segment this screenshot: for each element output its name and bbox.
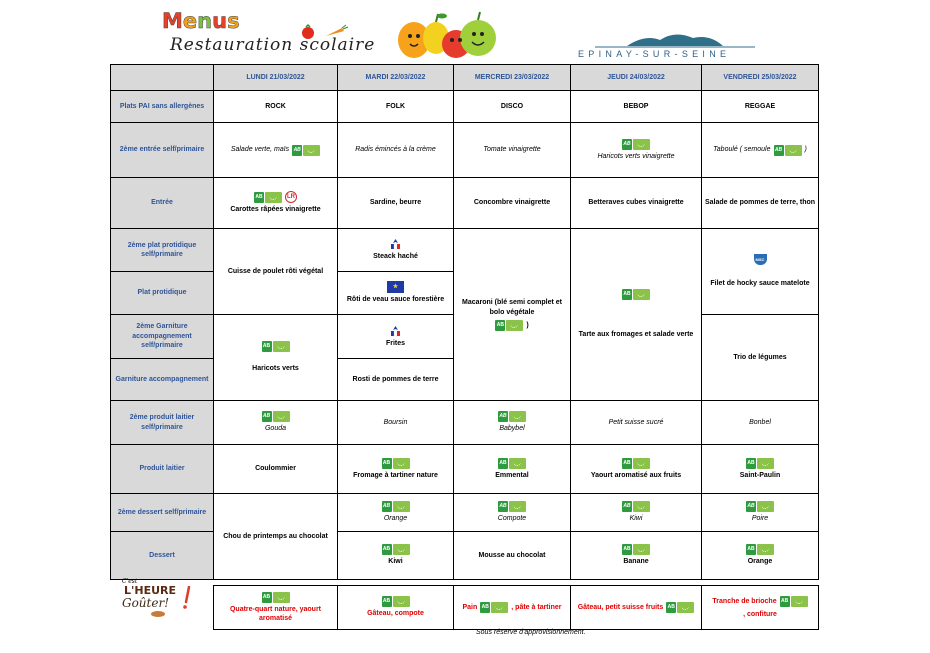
menu-cell: Bonbel xyxy=(702,401,819,445)
bio-label-icon: AB xyxy=(746,501,774,512)
menu-cell: Cuisse de poulet rôti végétal xyxy=(214,229,338,315)
menu-cell xyxy=(338,532,454,580)
dish-text: Gâteau, compote xyxy=(367,610,424,618)
bio-label-icon: AB xyxy=(292,145,320,156)
bio-label-icon: AB xyxy=(262,592,290,603)
menu-cell: Rosti de pommes de terre xyxy=(338,359,454,401)
label-rouge-icon: LR xyxy=(285,191,297,203)
bio-label-icon: AB xyxy=(480,602,508,613)
day-header: LUNDI 21/03/2022 xyxy=(214,65,338,91)
fruits-mascot-icon xyxy=(392,8,498,60)
footnote: Sous réserve d'approvisionnement. xyxy=(476,629,586,636)
dish-text: , confiture xyxy=(743,610,777,618)
menu-cell xyxy=(702,229,819,315)
red-swoosh-icon xyxy=(180,586,192,610)
menu-cell xyxy=(702,494,819,532)
bio-label-icon: AB xyxy=(666,602,694,613)
dish-text: Kiwi xyxy=(629,515,643,523)
dish-text: Compote xyxy=(497,515,527,523)
menu-cell: Sardine, beurre xyxy=(338,178,454,229)
dish-text: Macaroni (blé semi complet et bolo végétale xyxy=(462,299,562,316)
menus-letter: M xyxy=(162,9,183,33)
menu-cell: Petit suisse sucré xyxy=(571,401,702,445)
menus-letter: n xyxy=(197,9,213,33)
bio-label-icon: AB xyxy=(780,596,808,607)
bio-label-icon: AB xyxy=(746,458,774,469)
dish-text: Orange xyxy=(747,558,773,566)
table-row xyxy=(111,178,819,229)
dish-text: Orange xyxy=(383,515,408,523)
volaille-francaise-icon xyxy=(389,238,402,250)
table-row xyxy=(111,494,819,532)
table-row xyxy=(111,229,819,272)
menu-cell xyxy=(702,532,819,580)
gouter-logo-line2: L'HEURE xyxy=(124,584,177,597)
bio-label-icon: AB xyxy=(382,458,410,469)
row-label: 2ème entrée self/primaire xyxy=(111,123,214,178)
bio-label-icon: AB xyxy=(746,544,774,555)
bio-label-icon: AB xyxy=(262,411,290,422)
menu-cell: Betteraves cubes vinaigrette xyxy=(571,178,702,229)
msc-label-icon: MSC xyxy=(754,254,767,265)
menu-cell: Boursin xyxy=(338,401,454,445)
dish-text: Taboulé ( semoule xyxy=(713,146,771,154)
menus-title xyxy=(162,9,240,33)
menu-cell xyxy=(454,445,571,494)
day-header: JEUDI 24/03/2022 xyxy=(571,65,702,91)
dish-text: Gouda xyxy=(264,425,287,433)
menu-cell xyxy=(571,445,702,494)
menu-cell xyxy=(338,315,454,359)
menu-table xyxy=(110,64,819,630)
menus-letter: u xyxy=(212,9,228,33)
bio-label-icon: AB xyxy=(622,501,650,512)
gouter-cell xyxy=(454,586,571,630)
dish-text: Pain xyxy=(462,603,478,611)
gouter-cell xyxy=(338,586,454,630)
menu-cell xyxy=(571,494,702,532)
dish-text: Tarte aux fromages et salade verte xyxy=(578,331,694,339)
bio-label-icon: AB xyxy=(498,501,526,512)
cup-icon xyxy=(150,610,166,619)
dish-text: Rôti de veau sauce forestière xyxy=(346,296,445,304)
menu-cell: REGGAE xyxy=(702,91,819,123)
menu-header xyxy=(0,0,930,64)
menu-cell: Mousse au chocolat xyxy=(454,532,571,580)
dish-text: Haricots verts vinaigrette xyxy=(597,152,675,160)
dish-text: Fromage à tartiner nature xyxy=(353,471,438,479)
subtitle: Restauration scolaire xyxy=(170,35,376,55)
table-row xyxy=(111,65,819,91)
bio-label-icon: AB xyxy=(622,139,650,150)
row-label: 2ème dessert self/primaire xyxy=(111,494,214,532)
dish-text: Kiwi xyxy=(388,558,403,566)
table-row xyxy=(111,586,819,630)
menu-cell xyxy=(571,532,702,580)
menu-cell xyxy=(338,229,454,272)
gouter-logo-line3: Goûter! xyxy=(122,596,170,610)
row-label: 2ème plat protidique self/primaire xyxy=(111,229,214,272)
menu-cell xyxy=(571,229,702,401)
dish-text: Banane xyxy=(623,558,649,566)
menu-cell: Chou de printemps au chocolat xyxy=(214,494,338,580)
dish-text: Salade verte, maïs xyxy=(230,146,290,154)
bio-label-icon: AB xyxy=(254,192,282,203)
row-label: Plat protidique xyxy=(111,272,214,315)
bio-label-icon: AB xyxy=(774,145,802,156)
bio-label-icon: AB xyxy=(382,544,410,555)
dish-text: ) xyxy=(526,321,529,329)
menu-cell: Tomate vinaigrette xyxy=(454,123,571,178)
menu-cell: Trio de légumes xyxy=(702,315,819,401)
dish-text: ) xyxy=(804,146,807,154)
bio-label-icon: AB xyxy=(498,458,526,469)
dish-text: Babybel xyxy=(499,425,525,433)
dish-text: Quatre-quart nature, yaourt aromatisé xyxy=(229,605,321,622)
row-label: Dessert xyxy=(111,532,214,580)
menu-cell: ROCK xyxy=(214,91,338,123)
day-header: VENDREDI 25/03/2022 xyxy=(702,65,819,91)
menu-cell xyxy=(454,401,571,445)
gouter-cell xyxy=(702,586,819,630)
bio-label-icon: AB xyxy=(622,289,650,300)
menus-letter: s xyxy=(227,9,240,33)
gouter-cell xyxy=(571,586,702,630)
bio-label-icon: AB xyxy=(622,544,650,555)
bio-label-icon: AB xyxy=(262,341,290,352)
dish-text: Frites xyxy=(385,339,406,347)
dish-text: , pâte à tartiner xyxy=(511,603,562,611)
table-row xyxy=(111,123,819,178)
menu-cell xyxy=(214,315,338,401)
gouter-cell xyxy=(214,586,338,630)
dish-text: Yaourt aromatisé aux fruits xyxy=(590,471,682,479)
dish-text: Gâteau, petit suisse fruits xyxy=(577,603,664,611)
menus-letter: e xyxy=(182,9,198,33)
menu-cell xyxy=(338,494,454,532)
heure-gouter-logo xyxy=(110,576,210,620)
menu-cell xyxy=(214,123,338,178)
menu-cell xyxy=(454,494,571,532)
row-label: Produit laitier xyxy=(111,445,214,494)
day-header: MERCREDI 23/03/2022 xyxy=(454,65,571,91)
menu-cell: FOLK xyxy=(338,91,454,123)
row-label: Garniture accompagnement xyxy=(111,359,214,401)
menu-cell xyxy=(454,229,571,401)
menu-cell xyxy=(571,123,702,178)
dish-text: Haricots verts xyxy=(252,365,299,373)
menu-cell xyxy=(214,178,338,229)
dish-text: Carottes râpées vinaigrette xyxy=(230,206,321,214)
menu-cell: Radis émincés à la crème xyxy=(338,123,454,178)
bio-label-icon: AB xyxy=(495,320,523,331)
dish-text: Poire xyxy=(751,515,769,523)
menu-cell: DISCO xyxy=(454,91,571,123)
menu-cell: BEBOP xyxy=(571,91,702,123)
dish-text: Tranche de brioche xyxy=(712,597,777,605)
gouter-logo-line1: C'est xyxy=(122,578,138,585)
bio-label-icon: AB xyxy=(498,411,526,422)
menu-cell xyxy=(338,272,454,315)
menu-cell xyxy=(338,445,454,494)
table-row xyxy=(111,445,819,494)
row-label: Entrée xyxy=(111,178,214,229)
row-label: 2ème Garniture accompagnement self/primaire xyxy=(111,315,214,359)
menu-cell xyxy=(214,401,338,445)
menu-cell xyxy=(702,445,819,494)
menu-cell: Concombre vinaigrette xyxy=(454,178,571,229)
bio-label-icon: AB xyxy=(382,501,410,512)
menu-cell: Salade de pommes de terre, thon xyxy=(702,178,819,229)
dish-text: Emmental xyxy=(495,471,529,479)
dish-text: Steack haché xyxy=(373,253,418,261)
dish-text: Filet de hocky sauce matelote xyxy=(710,280,810,288)
table-row xyxy=(111,401,819,445)
bio-label-icon: AB xyxy=(382,596,410,607)
eu-flag-icon: ★ xyxy=(387,281,404,293)
menu-cell: Coulommier xyxy=(214,445,338,494)
city-name: EPINAY-SUR-SEINE xyxy=(578,49,731,59)
table-row xyxy=(111,91,819,123)
row-label: 2ème produit laitier self/primaire xyxy=(111,401,214,445)
row-label: Plats PAI sans allergènes xyxy=(111,91,214,123)
bio-label-icon: AB xyxy=(622,458,650,469)
dish-text: Saint-Paulin xyxy=(739,471,781,479)
volaille-francaise-icon xyxy=(389,325,402,337)
corner-cell xyxy=(111,65,214,91)
day-header: MARDI 22/03/2022 xyxy=(338,65,454,91)
menu-cell xyxy=(702,123,819,178)
